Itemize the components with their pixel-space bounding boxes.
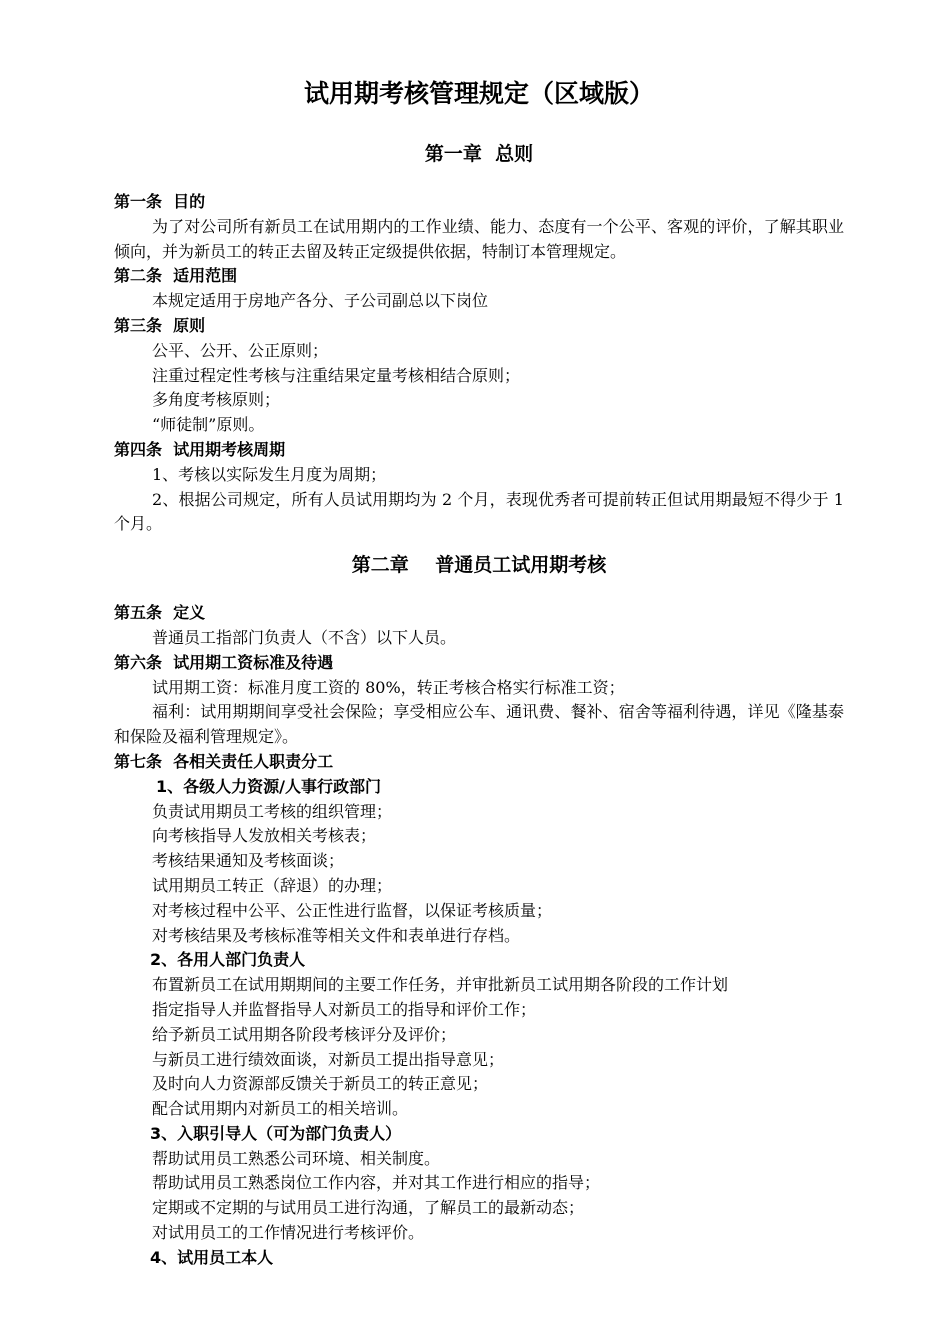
section-hr-line: 试用期员工转正（辞退）的办理； <box>152 875 393 895</box>
section-dept-head-line: 布置新员工在试用期期间的主要工作任务，并审批新员工试用期各阶段的工作计划 <box>152 975 729 995</box>
article-5-heading: 第五条 定义 <box>114 603 206 623</box>
article-7-heading: 第七条 各相关责任人职责分工 <box>114 751 334 771</box>
section-mentor-line: 帮助试用员工熟悉岗位工作内容，并对其工作进行相应的指导； <box>152 1173 601 1193</box>
article-5-line: 普通员工指部门负责人（不含）以下人员。 <box>152 627 457 647</box>
article-3-heading: 第三条 原则 <box>114 315 206 335</box>
article-6-paragraph: 福利：试用期期间享受社会保险；享受相应公车、通讯费、餐补、宿舍等福利待遇，详见《隆基泰和保险及福利管理规定》。 <box>114 702 844 747</box>
article-1-heading: 第一条 目的 <box>114 192 206 211</box>
section-dept-head-line: 给予新员工试用期各阶段考核评分及评价； <box>152 1024 457 1044</box>
article-6-line: 试用期工资：标准月度工资的 80%，转正考核合格实行标准工资； <box>152 677 625 697</box>
section-hr-line: 对考核过程中公平、公正性进行监督，以保证考核质量； <box>152 900 553 920</box>
article-3-line: “师徒制”原则。 <box>152 415 265 435</box>
article-6-heading: 第六条 试用期工资标准及待遇 <box>114 652 334 672</box>
article-4-paragraph: 2、根据公司规定，所有人员试用期均为 2 个月，表现优秀者可提前转正但试用期最短不得少于 1 个月。 <box>114 489 844 534</box>
section-hr-line: 向考核指导人发放相关考核表； <box>152 826 377 846</box>
section-hr-title: 1、各级人力资源/人事行政部门 <box>156 776 381 796</box>
article-4-line: 1、考核以实际发生月度为周期； <box>152 464 387 484</box>
section-hr-line: 对考核结果及考核标准等相关文件和表单进行存档。 <box>152 925 521 945</box>
section-dept-head-line: 配合试用期内对新员工的相关培训。 <box>152 1099 409 1119</box>
chapter-2-heading: 第二章 普通员工试用期考核 <box>351 554 607 577</box>
section-mentor-line: 定期或不定期的与试用员工进行沟通，了解员工的最新动态； <box>152 1198 585 1218</box>
article-3-line: 注重过程定性考核与注重结果定量考核相结合原则； <box>152 365 521 385</box>
section-dept-head-line: 指定指导人并监督指导人对新员工的指导和评价工作； <box>152 999 537 1019</box>
section-hr-line: 负责试用期员工考核的组织管理； <box>152 801 393 821</box>
section-dept-head-title: 2、各用人部门负责人 <box>150 950 306 970</box>
document-page <box>114 72 844 1271</box>
section-mentor-line: 对试用员工的工作情况进行考核评价。 <box>152 1223 425 1243</box>
article-4-heading: 第四条 试用期考核周期 <box>114 439 286 459</box>
document-title: 试用期考核管理规定（区域版） <box>303 79 654 108</box>
article-2-paragraph: 本规定适用于房地产各分、子公司副总以下岗位 <box>152 291 489 311</box>
section-mentor-title: 3、入职引导人（可为部门负责人） <box>150 1123 402 1143</box>
section-dept-head-line: 与新员工进行绩效面谈，对新员工提出指导意见； <box>152 1049 505 1069</box>
section-employee-title: 4、试用员工本人 <box>150 1247 274 1267</box>
chapter-1-heading: 第一章 总则 <box>424 143 534 165</box>
section-mentor-line: 帮助试用员工熟悉公司环境、相关制度。 <box>152 1148 441 1168</box>
article-2-heading: 第二条 适用范围 <box>114 266 238 286</box>
article-1-paragraph: 为了对公司所有新员工在试用期内的工作业绩、能力、态度有一个公平、客观的评价，了解其职业倾向，并为新员工的转正去留及转正定级提供依据，特制订本管理规定。 <box>114 216 844 261</box>
article-3-line: 公平、公开、公正原则； <box>152 340 329 360</box>
section-dept-head-line: 及时向人力资源部反馈关于新员工的转正意见； <box>152 1074 489 1094</box>
section-hr-line: 考核结果通知及考核面谈； <box>152 851 345 871</box>
article-3-line: 多角度考核原则； <box>152 390 281 410</box>
